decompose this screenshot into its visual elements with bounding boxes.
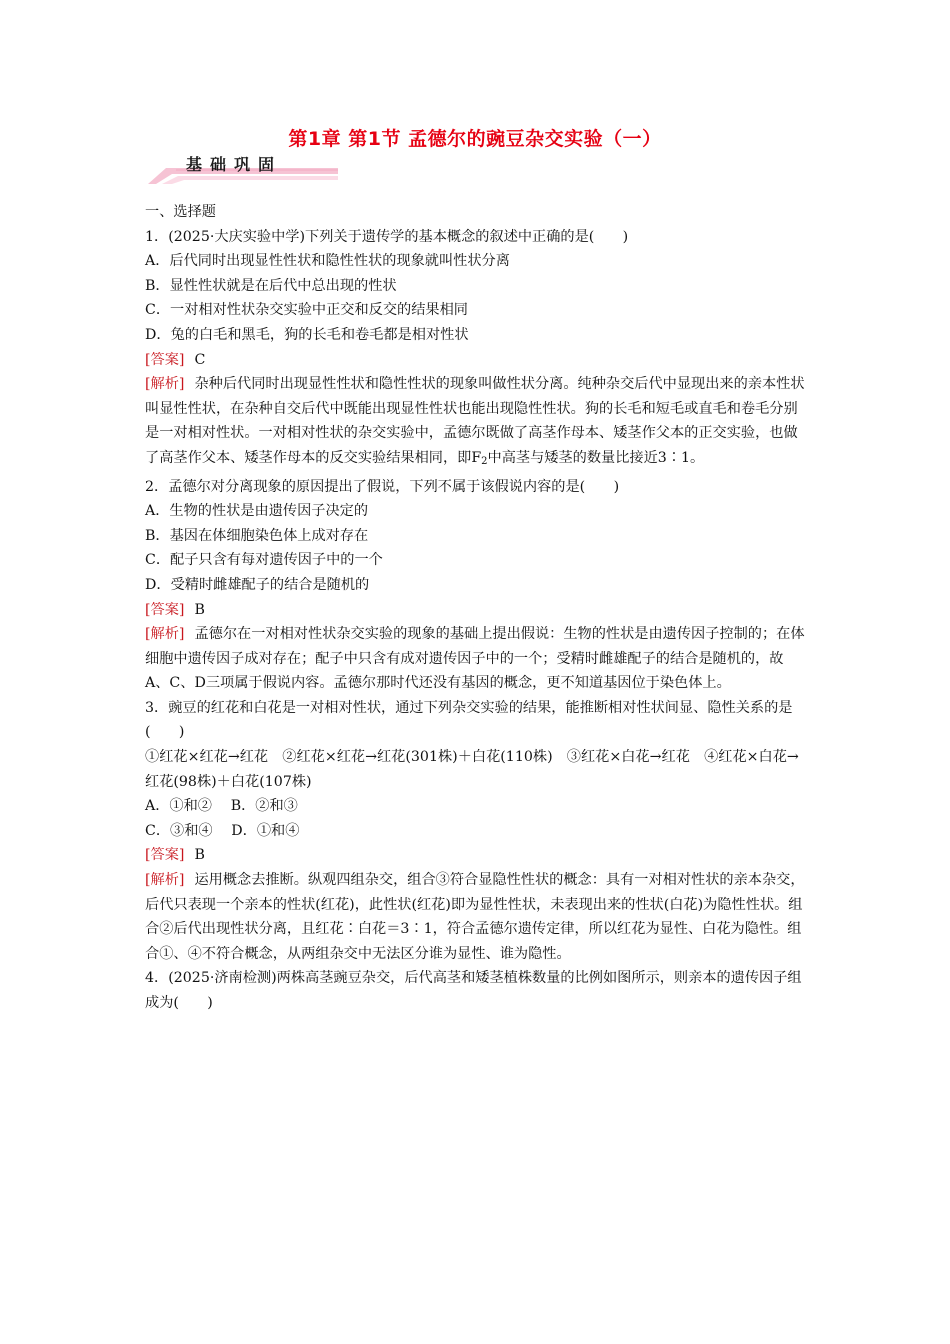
question-3-analysis xyxy=(145,868,807,966)
question-2-option-c: C．配子只含有每对遗传因子中的一个 xyxy=(145,552,383,569)
answer-tag: [答案] xyxy=(145,847,185,864)
analysis-text: 杂种后代同时出现显性性状和隐性性状的现象叫做性状分离。纯种杂交后代中显现出来的亲本性状叫显性性状，在杂种自交后代中既能出现显性性状也能出现隐性性状。狗的长毛和短毛或直毛和卷毛分别是一对相对性状。一对相对性状的杂交实验中，孟德尔既做了高茎作母本、矮茎作父本的正交实验，也做了高茎作父本、矮茎作母本的反交实验结果相同，即F xyxy=(145,376,805,466)
answer-tag: [答案] xyxy=(145,351,185,368)
analysis-text-cont: 中高茎与矮茎的数量比接近3∶1。 xyxy=(487,449,705,466)
question-1-option-d: D．兔的白毛和黑毛，狗的长毛和卷毛都是相对性状 xyxy=(145,326,469,343)
analysis-text: 孟德尔在一对相对性状杂交实验的现象的基础上提出假说：生物的性状是由遗传因子控制的；在体细胞中遗传因子成对存在；配子中只含有成对遗传因子中的一个；受精时雌雄配子的结合是随机的，故A、C、D三项属于假说内容。孟德尔那时代还没有基因的概念，更不知道基因位于染色体上。 xyxy=(145,626,805,692)
question-1-answer xyxy=(145,348,807,373)
question-1-option-b: B．显性性状就是在后代中总出现的性状 xyxy=(145,277,397,294)
section-banner xyxy=(148,150,338,186)
analysis-tag: [解析] xyxy=(145,376,185,393)
question-2-option-b: B．基因在体细胞染色体上成对存在 xyxy=(145,527,369,544)
question-4-stem: 4．(2025·济南检测)两株高茎豌豆杂交，后代高茎和矮茎植株数量的比例如图所示，则亲本的遗传因子组成为( ) xyxy=(145,970,802,1011)
question-3-answer xyxy=(145,843,807,868)
question-2-answer xyxy=(145,598,807,623)
page-title: 第1章 第1节 孟德尔的豌豆杂交实验（一） xyxy=(288,128,662,150)
question-2-stem: 2．孟德尔对分离现象的原因提出了假说，下列不属于该假说内容的是( ) xyxy=(145,478,620,495)
question-2-analysis xyxy=(145,622,807,696)
question-1-analysis xyxy=(145,372,807,474)
question-3-options-ab: A．①和② B．②和③ xyxy=(145,798,298,815)
question-3-options-cd: C．③和④ D．①和④ xyxy=(145,822,300,839)
question-2-option-d: D．受精时雌雄配子的结合是随机的 xyxy=(145,576,370,593)
analysis-text: 运用概念去推断。纵观四组杂交，组合③符合显隐性性状的概念：具有一对相对性状的亲本杂交，后代只表现一个亲本的性状(红花)，此性状(红花)即为显性性状，未表现出来的性状(白花)为隐性性状。组合②后代出现性状分离，且红花∶白花＝3∶1，符合孟德尔遗传定律，所以红花为显性、白花为隐性。组合①、④不符合概念，从两组杂交中无法区分谁为显性、谁为隐性。 xyxy=(145,872,805,962)
question-1-stem: 1．(2025·大庆实验中学)下列关于遗传学的基本概念的叙述中正确的是( ) xyxy=(145,228,629,245)
question-2-option-a: A．生物的性状是由遗传因子决定的 xyxy=(145,503,369,520)
question-3-crosses: ①红花×红花→红花 ②红花×红花→红花(301株)＋白花(110株) ③红花×白花→红花 ④红花×白花→红花(98株)＋白花(107株) xyxy=(145,749,799,790)
banner-label: 基础巩固 xyxy=(186,155,283,174)
question-3-stem: 3．豌豆的红花和白花是一对相对性状，通过下列杂交实验的结果，能推断相对性状间显、隐性关系的是( ) xyxy=(145,699,793,741)
answer-tag: [答案] xyxy=(145,601,185,618)
subscript: 2 xyxy=(481,455,488,467)
analysis-tag: [解析] xyxy=(145,872,185,889)
answer-value: B xyxy=(194,847,205,864)
answer-value: C xyxy=(194,351,206,368)
analysis-tag: [解析] xyxy=(145,626,185,643)
answer-value: B xyxy=(194,601,205,618)
question-1-option-a: A．后代同时出现显性性状和隐性性状的现象就叫性状分离 xyxy=(145,253,510,270)
section-heading: 一、选择题 xyxy=(145,204,216,220)
question-1-option-c: C．一对相对性状杂交实验中正交和反交的结果相同 xyxy=(145,302,468,319)
document-body xyxy=(145,200,807,1016)
